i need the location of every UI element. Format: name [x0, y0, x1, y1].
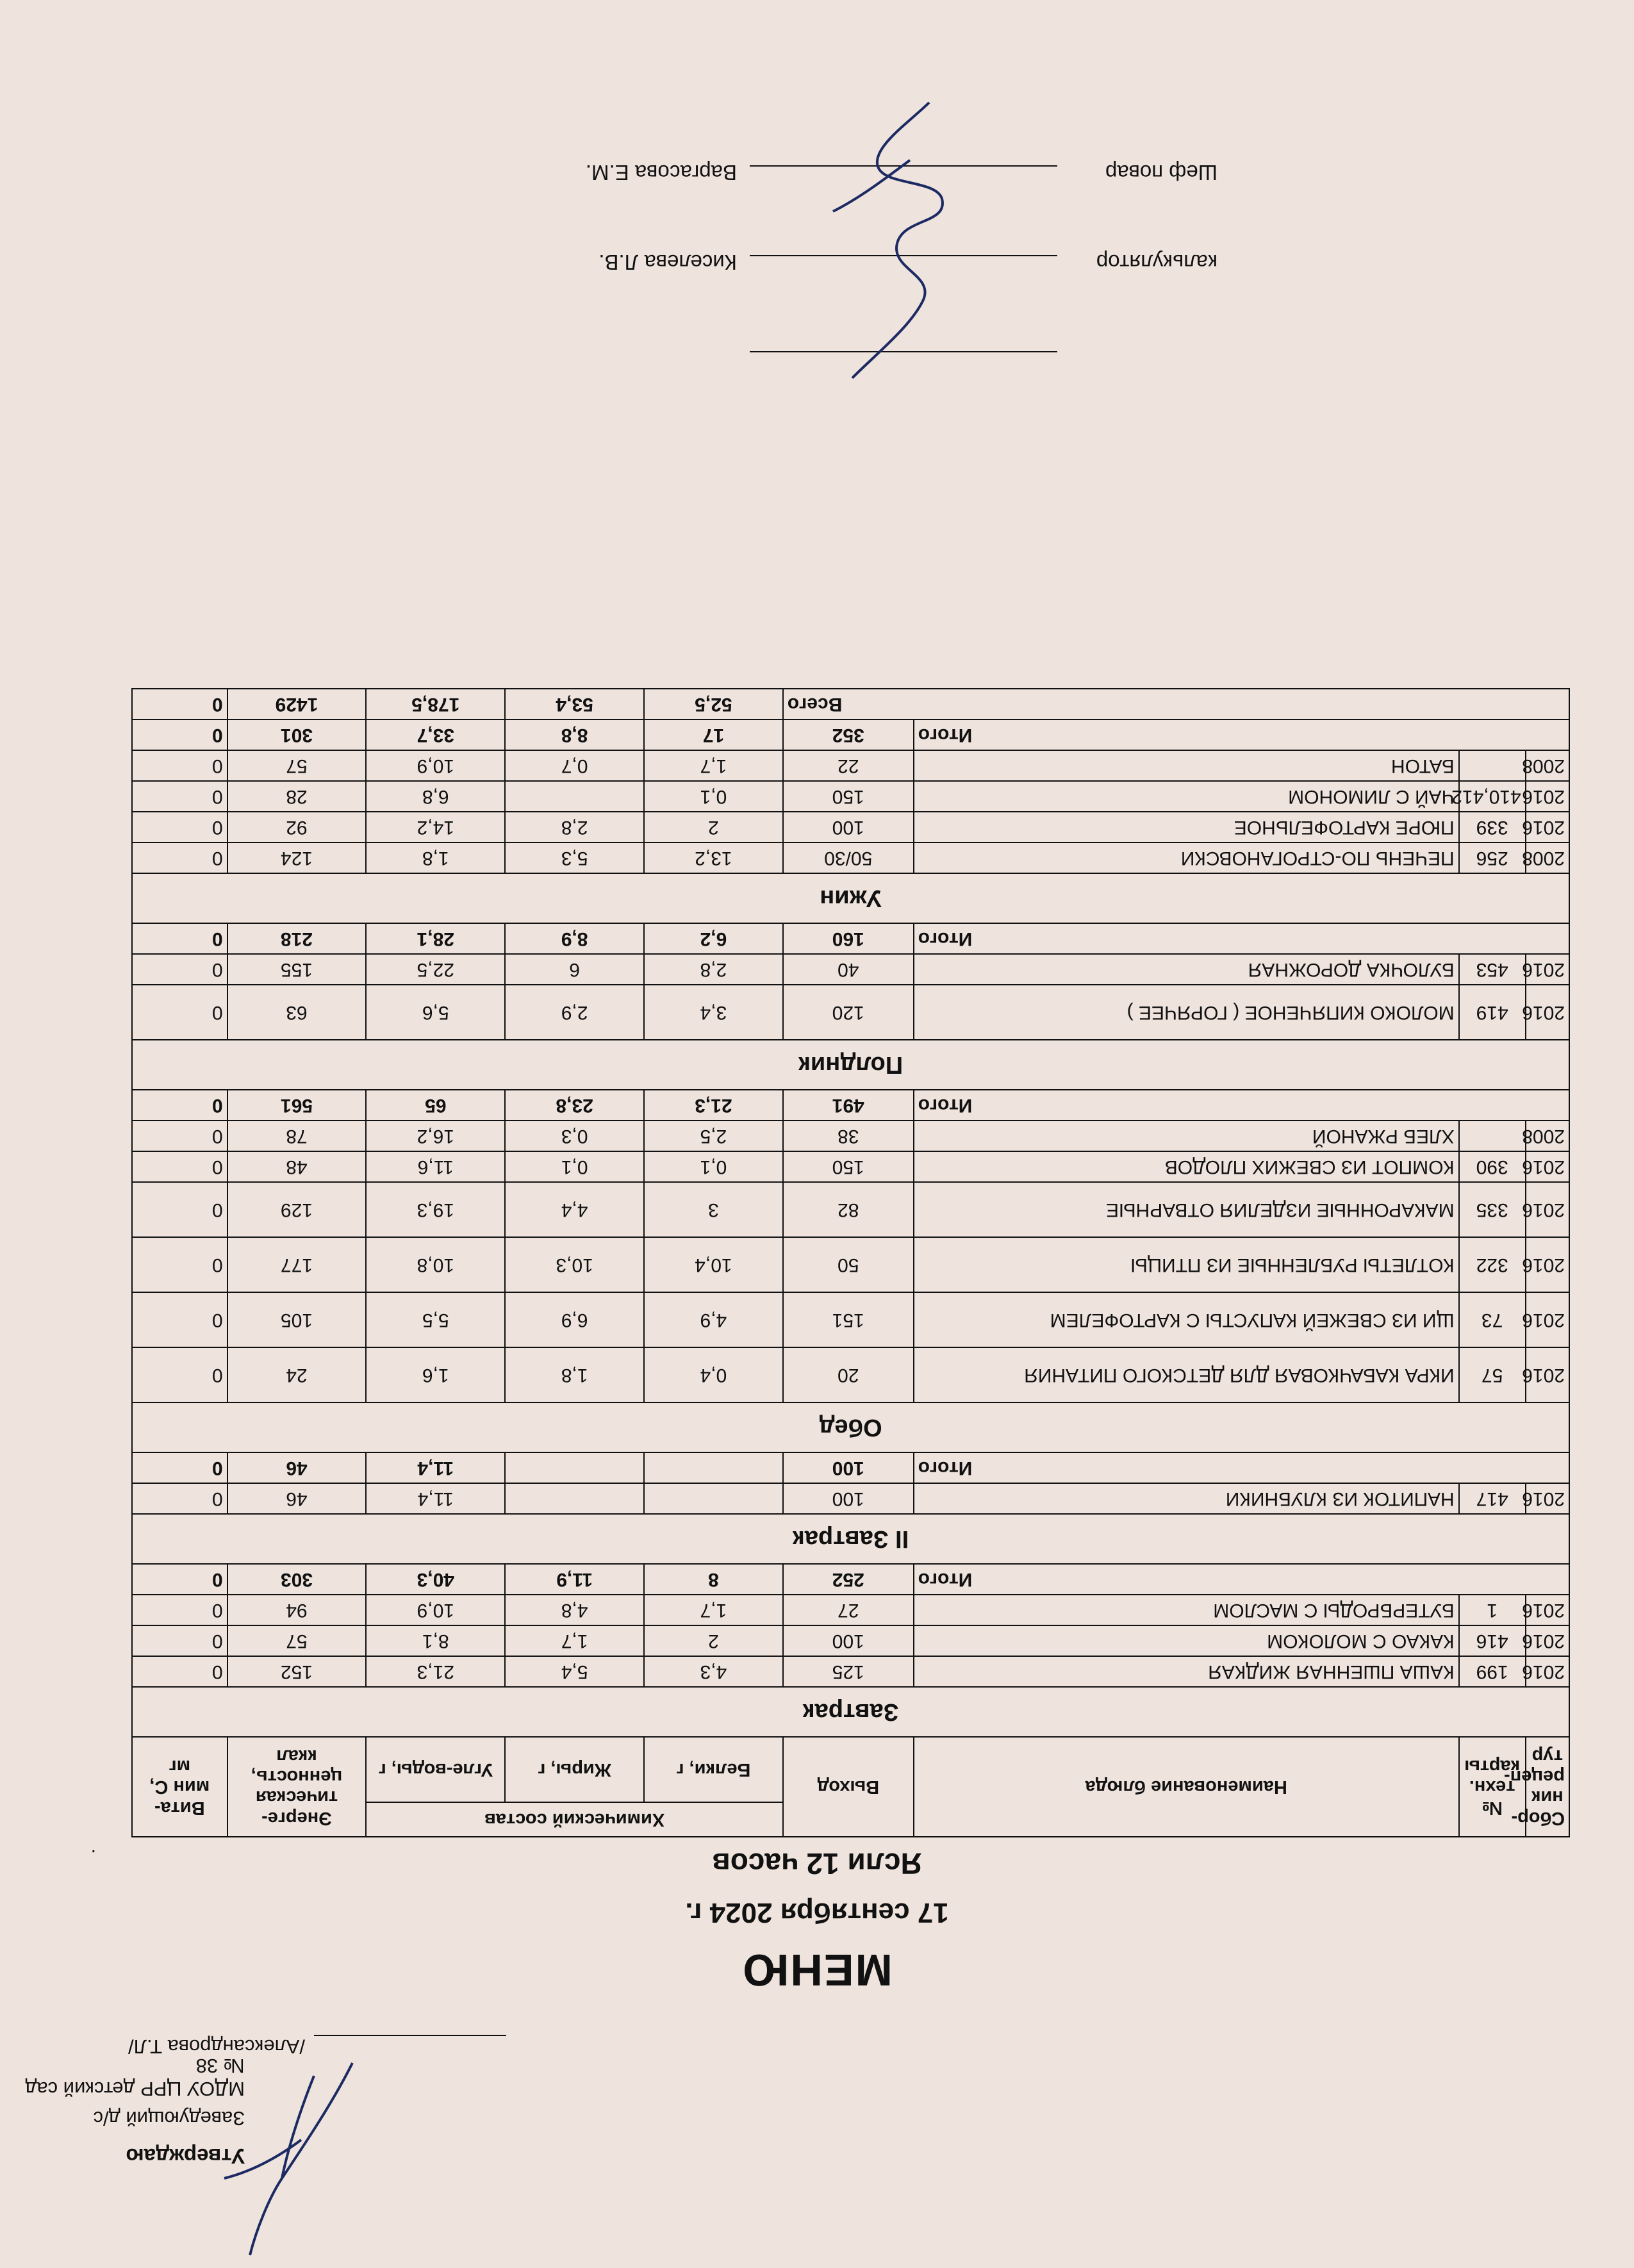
cell-source: 2016 [1526, 985, 1569, 1040]
total-row [132, 1090, 1569, 1121]
cell-source: 2016 [1526, 1656, 1569, 1687]
cell-protein: 10,4 [644, 1237, 783, 1292]
total-energy: 301 [227, 719, 367, 750]
cell-carbs: 5,6 [366, 985, 505, 1040]
cell-card: 199 [1459, 1656, 1526, 1687]
cell-energy: 78 [227, 1121, 367, 1151]
cell-energy: 24 [227, 1347, 367, 1402]
cell-energy: 57 [227, 1625, 367, 1656]
cell-energy: 57 [227, 750, 367, 781]
cell-source: 2016 [1526, 812, 1569, 842]
table-row [132, 985, 1569, 1040]
section-title: Обед [132, 1402, 1569, 1452]
cell-carbs: 10,9 [366, 750, 505, 781]
section-title: Ужин [132, 873, 1569, 923]
cell-source: 2016 [1526, 1151, 1569, 1182]
cell-fat: 10,3 [505, 1237, 644, 1292]
total-carbs: 28,1 [366, 923, 505, 954]
total-energy: 46 [227, 1452, 367, 1483]
col-name-header: Наименование блюда [914, 1737, 1459, 1837]
table-row [132, 842, 1569, 873]
cell-output: 40 [783, 954, 914, 985]
cell-energy: 152 [227, 1656, 367, 1687]
col-card-header: № техн. карты [1459, 1737, 1526, 1837]
total-energy: 218 [227, 923, 367, 954]
head-title-line-2: МДОУ ЦРР детский сад № 38 [25, 2055, 245, 2100]
head-name: /Александрова Т.Л/ [128, 2035, 305, 2058]
cell-energy: 177 [227, 1237, 367, 1292]
cell-carbs: 14,2 [366, 812, 505, 842]
cell-vitamin: 0 [132, 1121, 227, 1151]
section-row [132, 1687, 1569, 1737]
signature-role-calculator: калькулятор [1096, 251, 1217, 274]
cell-energy: 46 [227, 1483, 367, 1514]
group-name: Ясли 12 часов [712, 1847, 922, 1880]
cell-source: 2016 [1526, 1595, 1569, 1625]
cell-output: 150 [783, 781, 914, 812]
cell-source: 2016 [1526, 954, 1569, 985]
cell-dish-name: НАПИТОК ИЗ КЛУБНИКИ [914, 1483, 1459, 1514]
table-row [132, 1121, 1569, 1151]
grand-total-row [132, 689, 1569, 719]
cell-output: 20 [783, 1347, 914, 1402]
cell-card: 335 [1459, 1182, 1526, 1237]
cell-energy: 129 [227, 1182, 367, 1237]
table-row [132, 1595, 1569, 1625]
document-title: МЕНЮ [741, 1945, 893, 1995]
cell-fat: 1,8 [505, 1347, 644, 1402]
table-row [132, 1656, 1569, 1687]
cell-source: 2016 [1526, 1292, 1569, 1347]
table-row [132, 750, 1569, 781]
cell-output: 150 [783, 1151, 914, 1182]
col-source-header: Сбор-ник рецеп-тур [1526, 1737, 1569, 1837]
section-row [132, 873, 1569, 923]
cell-protein: 2,8 [644, 954, 783, 985]
cell-vitamin: 0 [132, 1625, 227, 1656]
total-row [132, 1452, 1569, 1483]
cell-energy: 28 [227, 781, 367, 812]
total-fat: 8,8 [505, 719, 644, 750]
grand-total-energy: 1429 [227, 689, 367, 719]
chef-signature-icon [814, 96, 1006, 391]
cell-output: 151 [783, 1292, 914, 1347]
cell-energy: 124 [227, 842, 367, 873]
section-title: II Завтрак [132, 1514, 1569, 1564]
total-carbs: 11,4 [366, 1452, 505, 1483]
cell-carbs: 11,4 [366, 1483, 505, 1514]
cell-protein: 2,5 [644, 1121, 783, 1151]
cell-source: 2008 [1526, 750, 1569, 781]
cell-dish-name: КАКАО С МОЛОКОМ [914, 1625, 1459, 1656]
cell-energy: 94 [227, 1595, 367, 1625]
head-title-line-1: Заведующий д/с [93, 2107, 245, 2130]
cell-fat: 6,9 [505, 1292, 644, 1347]
cell-source: 2016 [1526, 1625, 1569, 1656]
cell-output: 22 [783, 750, 914, 781]
cell-protein: 13,2 [644, 842, 783, 873]
cell-fat: 0,3 [505, 1121, 644, 1151]
cell-fat [505, 781, 644, 812]
cell-vitamin: 0 [132, 954, 227, 985]
cell-dish-name: БУЛОЧКА ДОРОЖНАЯ [914, 954, 1459, 985]
cell-fat: 2,8 [505, 812, 644, 842]
col-vitamin-header: Вита-мин С, мг [132, 1737, 227, 1837]
total-vitamin: 0 [132, 923, 227, 954]
col-output-header: Выход [783, 1737, 914, 1837]
cell-protein: 1,7 [644, 750, 783, 781]
total-output: 352 [783, 719, 914, 750]
cell-card: 322 [1459, 1237, 1526, 1292]
cell-protein: 1,7 [644, 1595, 783, 1625]
cell-source: 2008 [1526, 842, 1569, 873]
cell-card: 256 [1459, 842, 1526, 873]
total-vitamin: 0 [132, 1564, 227, 1595]
head-signature-icon [211, 2057, 378, 2268]
total-label: Итого [914, 923, 1569, 954]
cell-carbs: 5,5 [366, 1292, 505, 1347]
cell-fat: 5,4 [505, 1656, 644, 1687]
cell-source: 2016 [1526, 1182, 1569, 1237]
grand-total-carbs: 178,5 [366, 689, 505, 719]
col-fat-header: Жиры, г [505, 1737, 644, 1802]
cell-output: 82 [783, 1182, 914, 1237]
section-title: Завтрак [132, 1687, 1569, 1737]
cell-energy: 92 [227, 812, 367, 842]
col-protein-header: Белки, г [644, 1737, 783, 1802]
table-row [132, 1625, 1569, 1656]
cell-card: 390 [1459, 1151, 1526, 1182]
cell-protein [644, 1483, 783, 1514]
cell-carbs: 1,8 [366, 842, 505, 873]
cell-card: 416 [1459, 1625, 1526, 1656]
table-row [132, 1347, 1569, 1402]
cell-card: 73 [1459, 1292, 1526, 1347]
table-row [132, 1151, 1569, 1182]
table-row [132, 1483, 1569, 1514]
cell-source: 2016 [1526, 781, 1569, 812]
cell-fat: 4,8 [505, 1595, 644, 1625]
cell-card [1459, 1121, 1526, 1151]
table-row [132, 781, 1569, 812]
cell-protein: 0,1 [644, 781, 783, 812]
total-output: 252 [783, 1564, 914, 1595]
total-output: 100 [783, 1452, 914, 1483]
cell-dish-name: ЩИ ИЗ СВЕЖЕЙ КАПУСТЫ С КАРТОФЕЛЕМ [914, 1292, 1459, 1347]
total-row [132, 719, 1569, 750]
total-vitamin: 0 [132, 1090, 227, 1121]
table-row [132, 1237, 1569, 1292]
cell-vitamin: 0 [132, 842, 227, 873]
total-energy: 561 [227, 1090, 367, 1121]
stray-dot: . [90, 1846, 96, 1867]
menu-table-body [132, 689, 1569, 1737]
cell-protein: 3,4 [644, 985, 783, 1040]
signature-name-calculator: Киселева Л.В. [598, 251, 737, 274]
total-protein: 8 [644, 1564, 783, 1595]
cell-carbs: 10,9 [366, 1595, 505, 1625]
cell-dish-name: ПЮРЕ КАРТОФЕЛЬНОЕ [914, 812, 1459, 842]
cell-dish-name: ЧАЙ С ЛИМОНОМ [914, 781, 1459, 812]
total-carbs: 40,3 [366, 1564, 505, 1595]
cell-dish-name: КОТЛЕТЫ РУБЛЕННЫЕ ИЗ ПТИЦЫ [914, 1237, 1459, 1292]
cell-energy: 63 [227, 985, 367, 1040]
cell-fat: 6 [505, 954, 644, 985]
total-label: Итого [914, 1564, 1569, 1595]
cell-vitamin: 0 [132, 1151, 227, 1182]
total-label: Итого [914, 1452, 1569, 1483]
cell-output: 50/30 [783, 842, 914, 873]
cell-fat: 5,3 [505, 842, 644, 873]
section-title: Полдник [132, 1040, 1569, 1090]
total-protein: 21,3 [644, 1090, 783, 1121]
cell-protein: 2 [644, 812, 783, 842]
cell-output: 27 [783, 1595, 914, 1625]
cell-protein: 0,1 [644, 1151, 783, 1182]
section-row [132, 1040, 1569, 1090]
cell-dish-name: МАКАРОННЫЕ ИЗДЕЛИЯ ОТВАРНЫЕ [914, 1182, 1459, 1237]
grand-total-label: Всего [783, 689, 1569, 719]
cell-vitamin: 0 [132, 1483, 227, 1514]
total-energy: 303 [227, 1564, 367, 1595]
signature-name-chef: Варгасова Е.М. [585, 161, 737, 185]
cell-card: 419 [1459, 985, 1526, 1040]
head-signature-blank [314, 2035, 506, 2055]
cell-carbs: 16,2 [366, 1121, 505, 1151]
total-fat: 8,9 [505, 923, 644, 954]
total-vitamin: 0 [132, 719, 227, 750]
total-vitamin: 0 [132, 1452, 227, 1483]
cell-output: 100 [783, 812, 914, 842]
cell-vitamin: 0 [132, 781, 227, 812]
total-carbs: 33,7 [366, 719, 505, 750]
total-fat: 11,9 [505, 1564, 644, 1595]
cell-card: 1 [1459, 1595, 1526, 1625]
cell-output: 100 [783, 1483, 914, 1514]
cell-output: 125 [783, 1656, 914, 1687]
total-row [132, 923, 1569, 954]
col-chem-header: Химический состав [366, 1802, 782, 1837]
cell-vitamin: 0 [132, 1292, 227, 1347]
table-row [132, 954, 1569, 985]
cell-source: 2016 [1526, 1237, 1569, 1292]
cell-dish-name: БАТОН [914, 750, 1459, 781]
cell-vitamin: 0 [132, 985, 227, 1040]
cell-source: 2016 [1526, 1347, 1569, 1402]
cell-output: 120 [783, 985, 914, 1040]
cell-dish-name: ПЕЧЕНЬ ПО-СТРОГАНОВСКИ [914, 842, 1459, 873]
cell-output: 50 [783, 1237, 914, 1292]
cell-carbs: 1,6 [366, 1347, 505, 1402]
approval-label: Утверждаю [126, 2144, 245, 2168]
section-row [132, 1402, 1569, 1452]
cell-card: 410,412 [1459, 781, 1526, 812]
cell-dish-name: БУТЕРБРОДЫ С МАСЛОМ [914, 1595, 1459, 1625]
total-protein [644, 1452, 783, 1483]
cell-fat: 2,9 [505, 985, 644, 1040]
cell-protein: 0,4 [644, 1347, 783, 1402]
total-label: Итого [914, 719, 1569, 750]
total-fat: 23,8 [505, 1090, 644, 1121]
menu-table [131, 688, 1570, 1837]
cell-vitamin: 0 [132, 812, 227, 842]
cell-protein: 2 [644, 1625, 783, 1656]
cell-card: 417 [1459, 1483, 1526, 1514]
cell-carbs: 21,3 [366, 1656, 505, 1687]
cell-vitamin: 0 [132, 750, 227, 781]
col-energy-header: Энерге-тическая ценность, ккал [227, 1737, 367, 1837]
cell-vitamin: 0 [132, 1347, 227, 1402]
cell-dish-name: КАША ПШЕННАЯ ЖИДКАЯ [914, 1656, 1459, 1687]
cell-energy: 48 [227, 1151, 367, 1182]
head-signature-line [32, 2035, 506, 2058]
total-protein: 17 [644, 719, 783, 750]
cell-source: 2008 [1526, 1121, 1569, 1151]
cell-fat: 1,7 [505, 1625, 644, 1656]
cell-energy: 155 [227, 954, 367, 985]
total-label: Итого [914, 1090, 1569, 1121]
table-header-row [132, 1802, 1569, 1837]
menu-date: 17 сентября 2024 г. [685, 1897, 949, 1928]
cell-carbs: 19,3 [366, 1182, 505, 1237]
cell-carbs: 10,8 [366, 1237, 505, 1292]
cell-fat: 4,4 [505, 1182, 644, 1237]
cell-fat: 0,7 [505, 750, 644, 781]
total-protein: 6,2 [644, 923, 783, 954]
cell-carbs: 6,8 [366, 781, 505, 812]
cell-dish-name: КОМПОТ ИЗ СВЕЖИХ ПЛОДОВ [914, 1151, 1459, 1182]
cell-carbs: 8,1 [366, 1625, 505, 1656]
cell-protein: 4,3 [644, 1656, 783, 1687]
grand-total-protein: 52,5 [644, 689, 783, 719]
signature-role-chef: Шеф повар [1105, 161, 1217, 185]
grand-total-fat: 53,4 [505, 689, 644, 719]
cell-protein: 4,9 [644, 1292, 783, 1347]
cell-dish-name: МОЛОКО КИПЯЧЕНОЕ ( ГОРЯЧЕЕ ) [914, 985, 1459, 1040]
cell-vitamin: 0 [132, 1656, 227, 1687]
table-row [132, 1182, 1569, 1237]
cell-card [1459, 750, 1526, 781]
total-carbs: 65 [366, 1090, 505, 1121]
table-row [132, 1292, 1569, 1347]
cell-card: 57 [1459, 1347, 1526, 1402]
section-row [132, 1514, 1569, 1564]
cell-carbs: 11,6 [366, 1151, 505, 1182]
cell-vitamin: 0 [132, 1182, 227, 1237]
col-carbs-header: Угле-воды, г [366, 1737, 505, 1802]
cell-carbs: 22,5 [366, 954, 505, 985]
table-row [132, 812, 1569, 842]
total-output: 491 [783, 1090, 914, 1121]
cell-dish-name: ИКРА КАБАЧКОВАЯ ДЛЯ ДЕТСКОГО ПИТАНИЯ [914, 1347, 1459, 1402]
total-row [132, 1564, 1569, 1595]
total-fat [505, 1452, 644, 1483]
cell-protein: 3 [644, 1182, 783, 1237]
cell-source: 2016 [1526, 1483, 1569, 1514]
cell-dish-name: ХЛЕБ РЖАНОЙ [914, 1121, 1459, 1151]
grand-total-vitamin: 0 [132, 689, 227, 719]
cell-fat: 0,1 [505, 1151, 644, 1182]
cell-card: 453 [1459, 954, 1526, 985]
cell-output: 38 [783, 1121, 914, 1151]
cell-vitamin: 0 [132, 1595, 227, 1625]
cell-fat [505, 1483, 644, 1514]
total-output: 160 [783, 923, 914, 954]
cell-energy: 105 [227, 1292, 367, 1347]
cell-card: 339 [1459, 812, 1526, 842]
cell-output: 100 [783, 1625, 914, 1656]
cell-vitamin: 0 [132, 1237, 227, 1292]
